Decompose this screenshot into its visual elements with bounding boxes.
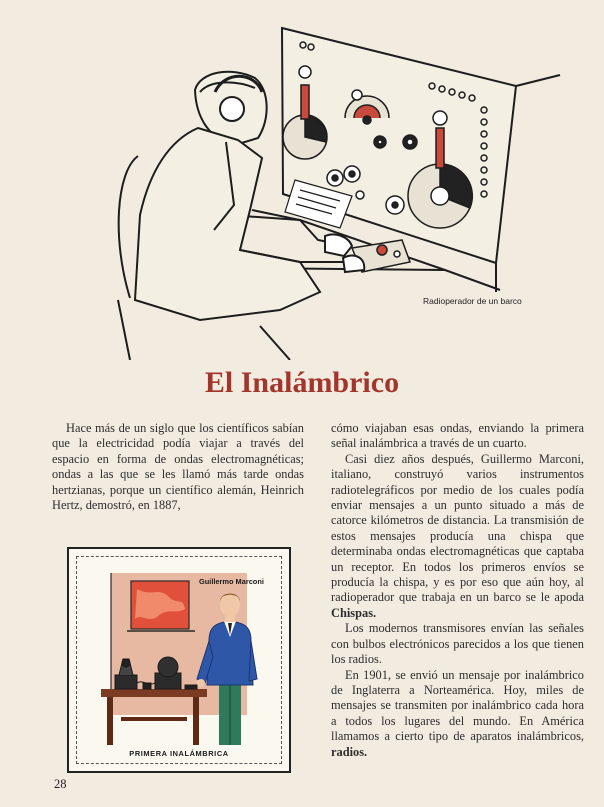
left-column — [52, 421, 304, 513]
illustration-caption: Radioperador de un barco — [423, 296, 522, 306]
right-paragraph-1: cómo viajaban esas ondas, enviando la primera señal inalámbrica a través de un cuarto. — [331, 421, 584, 451]
right-paragraph-4 — [331, 668, 584, 760]
radios-term: radios. — [331, 744, 368, 759]
right-paragraph-2 — [331, 452, 584, 621]
wall-picture — [127, 581, 195, 631]
right-column — [331, 421, 584, 760]
card-person-label: Guillermo Marconi — [199, 577, 264, 586]
right-paragraph-2-text: Casi diez años después, Guillermo Marconi, italiano, construyó varios instrumentos radiotelegráficos por medio de los cuales podía enviar mensajes a un punto situado a más de catorce kilómetros de distancia. La transmisión de estos mensajes producía una chispa que determinaba ondas electromagnéticas que captaba un receptor. En todos los primeros envíos se producía la chispa, y es por eso que aún hoy, al radioperador que trabaja en un barco se le apoda — [331, 451, 584, 605]
radio-operator-illustration — [0, 0, 604, 360]
marconi-illustration — [97, 567, 261, 747]
right-paragraph-4-text: En 1901, se envió un mensaje por inalámbrico de Inglaterra a Norteamérica. Hoy, miles de mensajes se transmiten por inalámbrico cada hora a todos los lugares del mundo. En América llamamos a cierto tipo de aparatos inalámbricos, — [331, 667, 584, 744]
marconi-card — [67, 547, 291, 773]
page-number: 28 — [54, 777, 67, 791]
radio-panel — [282, 28, 560, 292]
chispas-term: Chispas. — [331, 605, 377, 620]
card-caption: PRIMERA INALÁMBRICA — [129, 749, 229, 758]
page-title: El Inalámbrico — [204, 366, 400, 399]
right-paragraph-3: Los modernos transmisores envían las señales con bulbos electrónicos parecidos a los que tienen los radios. — [331, 621, 584, 667]
left-paragraph: Hace más de un siglo que los científicos sabían que la electricidad podía viajar a través del espacio en forma de ondas electromagnéticas; ondas a las que se les llamó más tarde ondas hertzianas, porque un científico alemán, Heinrich Hertz, demostró, en 1887, — [52, 421, 304, 513]
